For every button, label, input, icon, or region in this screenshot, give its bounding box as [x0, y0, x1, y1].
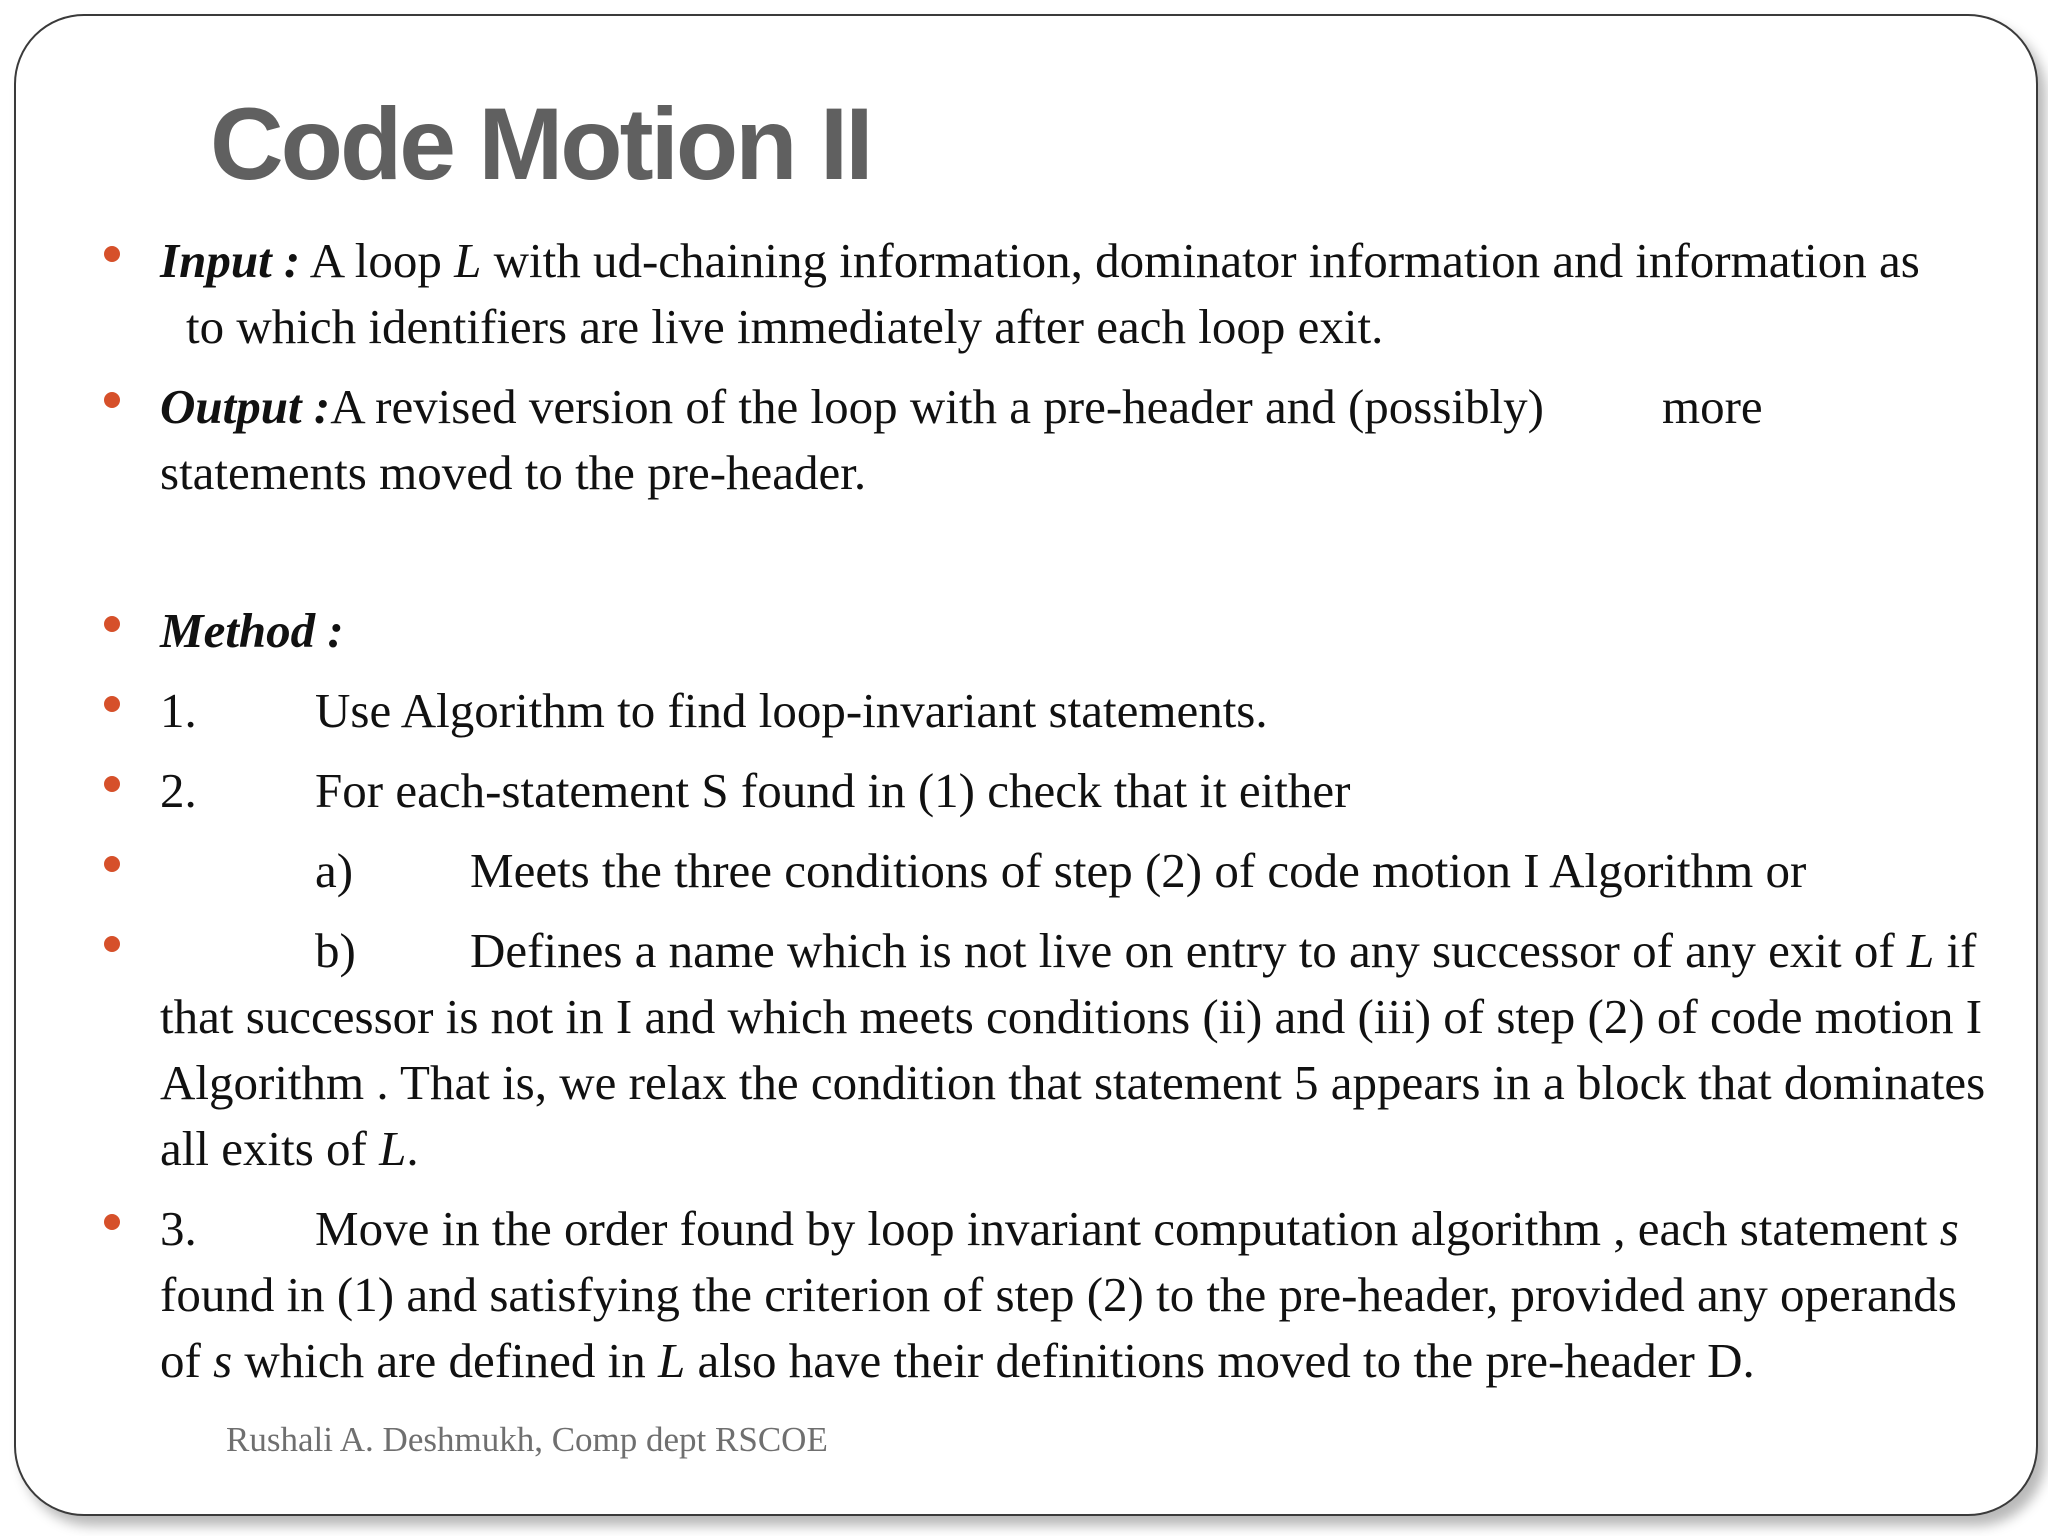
bullet-step-2a	[160, 838, 1990, 904]
input-label: Input :	[160, 233, 301, 288]
step-3-var-s2: s	[213, 1333, 233, 1388]
slide-body	[160, 228, 1990, 1394]
bullet-input	[160, 228, 1990, 360]
bullet-step-1	[160, 678, 1990, 744]
slide-footer: Rushali A. Deshmukh, Comp dept RSCOE	[226, 1420, 828, 1459]
method-label: Method :	[160, 603, 344, 658]
step-2a-text: Meets the three conditions of step (2) of code motion I Algorithm or	[470, 843, 1807, 898]
step-2b-var-l2: L	[379, 1121, 407, 1176]
step-3-text-1: Move in the order found by loop invariant computation algorithm , each statement	[315, 1201, 1940, 1256]
input-var-l: L	[454, 233, 482, 288]
bullet-output	[160, 374, 1990, 506]
bullet-step-3	[160, 1196, 1990, 1394]
step-1-text: Use Algorithm to find loop-invariant statements.	[315, 683, 1268, 738]
step-2a-letter: a)	[315, 843, 354, 898]
bullet-step-2	[160, 758, 1990, 824]
step-3-number: 3.	[160, 1201, 197, 1256]
bullet-step-2b	[160, 918, 1990, 1182]
step-2b-text-1: Defines a name which is not live on entry to any successor of any exit of	[470, 923, 1907, 978]
input-text-1: A loop	[300, 233, 455, 288]
step-2-text: For each-statement S found in (1) check that it either	[315, 763, 1351, 818]
step-3-text-4: also have their definitions moved to the pre-header D.	[685, 1333, 1755, 1388]
step-1-number: 1.	[160, 683, 197, 738]
output-continuation: statements moved to the pre-header.	[160, 445, 867, 500]
step-2b-var-l: L	[1906, 923, 1935, 978]
step-3-var-l: L	[658, 1333, 686, 1388]
step-2b-letter: b)	[315, 923, 356, 978]
slide-title: Code Motion II	[210, 87, 871, 201]
output-label: Output :	[160, 379, 331, 434]
input-text-2: with ud-chaining information, dominator information and information as	[481, 233, 1920, 288]
bullet-method	[160, 598, 1990, 664]
step-3-text-2: found in (1) and satisfying the criterion of step (2) to the pre-header, provided any operands of	[160, 1267, 1957, 1388]
step-3-text-3: which are defined in	[232, 1333, 659, 1388]
step-2-number: 2.	[160, 763, 197, 818]
step-2b-continuation-2: .	[406, 1121, 419, 1176]
output-text-2: more	[1661, 379, 1763, 434]
step-3-var-s1: s	[1939, 1201, 1959, 1256]
output-text-1: A revised version of the loop with a pre-header and (possibly)	[330, 379, 1544, 434]
input-continuation: to which identifiers are live immediately after each loop exit.	[186, 299, 1384, 354]
step-2b-continuation-1: if that successor is not in I and which meets conditions (ii) and (iii) of step (2) of code motion I Algorithm . That is, we relax the condition that statement 5 appears in a block that dominates all exits of	[160, 923, 1986, 1176]
